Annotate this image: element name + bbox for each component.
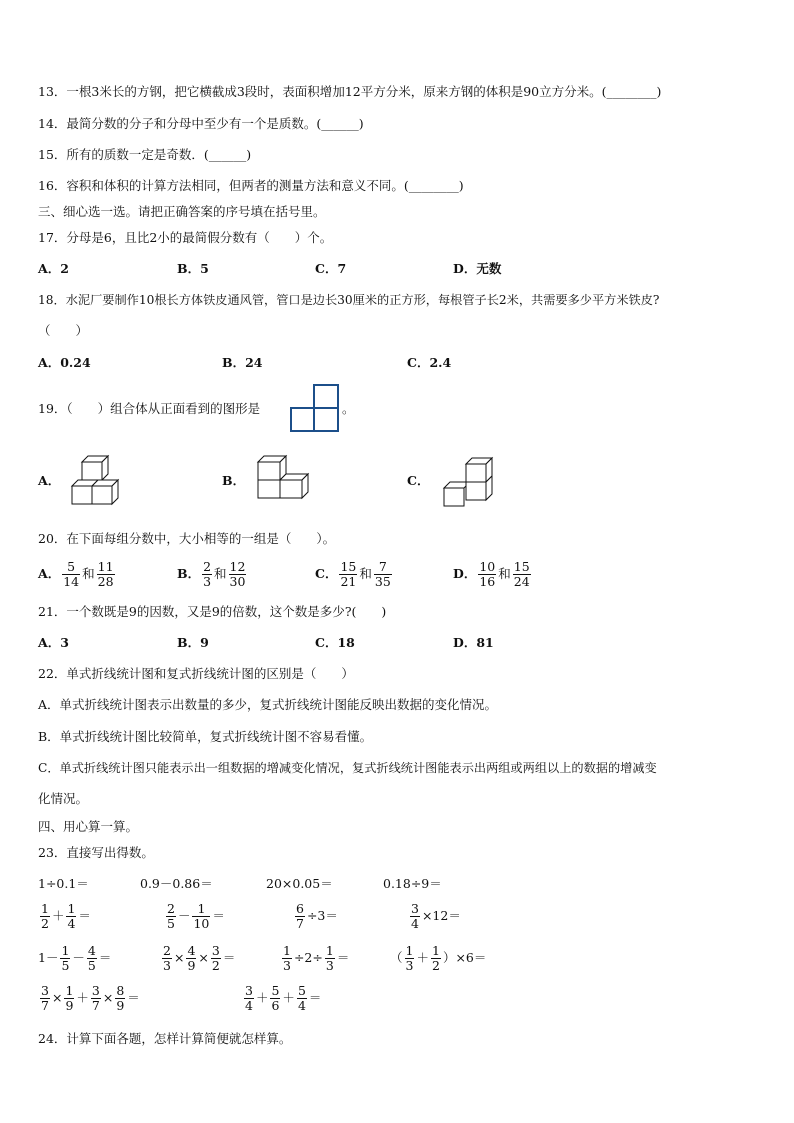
- calc-13: $\frac{3}{7}$ × $\frac{1}{9}$ ＋ $\frac{3}{7}$ × $\frac{8}{9}$ ＝: [41, 983, 140, 1013]
- q21-option-b[interactable]: B．9: [177, 635, 209, 650]
- calc-5: $\frac{1}{2}$ ＋ $\frac{1}{4}$ ＝: [41, 901, 91, 931]
- q18-option-c[interactable]: C．2.4: [407, 355, 452, 370]
- q18-answer-paren: （ ）: [38, 323, 89, 338]
- calc-3: 20×0.05＝: [266, 876, 333, 891]
- section-4-heading: 四、用心算一算。: [38, 819, 139, 834]
- q19-option-b[interactable]: B．: [222, 473, 246, 488]
- calc-8: $\frac{3}{4}$ ×12＝: [411, 901, 461, 931]
- question-24: 24．计算下面各题，怎样计算简便就怎样算。: [38, 1031, 292, 1046]
- calc-12: （ $\frac{1}{3}$ ＋ $\frac{1}{2}$ ）×6＝: [390, 943, 487, 973]
- question-14: 14．最简分数的分子和分母中至少有一个是质数。(______): [38, 116, 364, 131]
- fraction: $\frac{5}{14}$: [63, 559, 80, 589]
- question-19: 19．（ ）组合体从正面看到的图形是: [38, 401, 261, 416]
- calc-11: $\frac{1}{3}$ ÷2÷ $\frac{1}{3}$ ＝: [283, 943, 350, 973]
- calc-7: $\frac{6}{7}$ ÷3＝: [296, 901, 338, 931]
- q19-period: 。: [342, 401, 355, 416]
- q17-option-d[interactable]: D．无数: [453, 261, 502, 276]
- q19-option-b-cubes-figure: [256, 452, 322, 508]
- q17-option-b[interactable]: B．5: [177, 261, 209, 276]
- question-13: 13．一根3米长的方钢，把它横截成3段时，表面积增加12平方分米，原来方钢的体积是90立方分米。(________): [38, 84, 662, 99]
- fraction: $\frac{10}{16}$: [479, 559, 496, 589]
- q20-option-b[interactable]: B． $\frac{2}{3}$ 和 $\frac{12}{30}$: [177, 559, 246, 589]
- q19-option-c-cubes-figure: [438, 452, 498, 510]
- fraction: $\frac{15}{21}$: [340, 559, 357, 589]
- calc-4: 0.18÷9＝: [383, 876, 442, 891]
- q21-option-a[interactable]: A．3: [38, 635, 69, 650]
- q17-option-a[interactable]: A．2: [38, 261, 69, 276]
- question-18: 18．水泥厂要制作10根长方体铁皮通风管，管口是边长30厘米的正方形，每根管子长2米，共需要多少平方米铁皮?: [38, 293, 660, 307]
- front-view-figure: [290, 384, 340, 432]
- calc-14: $\frac{3}{4}$ ＋ $\frac{5}{6}$ ＋ $\frac{5}{4}$ ＝: [245, 983, 322, 1013]
- q20-option-d[interactable]: D． $\frac{10}{16}$ 和 $\frac{15}{24}$: [453, 559, 530, 589]
- q19-option-a-cubes-figure: [70, 452, 130, 508]
- question-17: 17．分母是6，且比2小的最简假分数有（ ）个。: [38, 230, 333, 245]
- fraction: $\frac{11}{28}$: [97, 559, 114, 589]
- question-15: 15．所有的质数一定是奇数．(______): [38, 147, 252, 162]
- q18-option-a[interactable]: A．0.24: [38, 355, 91, 370]
- q22-option-b[interactable]: B．单式折线统计图比较简单，复式折线统计图不容易看懂。: [38, 729, 373, 744]
- fraction: $\frac{15}{24}$: [513, 559, 530, 589]
- calc-1: 1÷0.1＝: [38, 876, 89, 891]
- q22-option-a[interactable]: A．单式折线统计图表示出数量的多少，复式折线统计图能反映出数据的变化情况。: [38, 697, 498, 712]
- fraction: $\frac{2}{3}$: [203, 559, 212, 589]
- calc-6: $\frac{2}{5}$ － $\frac{1}{10}$ ＝: [167, 901, 225, 931]
- q19-option-a[interactable]: A．: [38, 473, 61, 488]
- q19-option-c[interactable]: C．: [407, 473, 430, 488]
- calc-9: 1－ $\frac{1}{5}$ － $\frac{4}{5}$ ＝: [38, 943, 112, 973]
- fraction: $\frac{12}{30}$: [229, 559, 246, 589]
- q21-option-d[interactable]: D．81: [453, 635, 494, 650]
- calc-2: 0.9－0.86＝: [140, 876, 213, 891]
- question-23: 23．直接写出得数。: [38, 845, 154, 860]
- fraction: $\frac{7}{35}$: [374, 559, 391, 589]
- question-22: 22．单式折线统计图和复式折线统计图的区别是（ ）: [38, 666, 354, 681]
- calc-10: $\frac{2}{3}$ × $\frac{4}{9}$ × $\frac{3}{2}$ ＝: [163, 943, 236, 973]
- q20-option-c[interactable]: C． $\frac{15}{21}$ 和 $\frac{7}{35}$: [315, 559, 391, 589]
- section-3-heading: 三、细心选一选。请把正确答案的序号填在括号里。: [38, 204, 326, 219]
- q22-option-c-continued: 化情况。: [38, 791, 89, 806]
- q17-option-c[interactable]: C．7: [315, 261, 347, 276]
- q21-option-c[interactable]: C．18: [315, 635, 355, 650]
- q22-option-c[interactable]: C．单式折线统计图只能表示出一组数据的增减变化情况，复式折线统计图能表示出两组或两组以上的数据的增减变: [38, 761, 657, 775]
- question-20: 20．在下面每组分数中，大小相等的一组是（ ）。: [38, 531, 336, 546]
- question-21: 21．一个数既是9的因数，又是9的倍数，这个数是多少?( ): [38, 604, 387, 619]
- q20-option-a[interactable]: A． $\frac{5}{14}$ 和 $\frac{11}{28}$: [38, 559, 114, 589]
- q18-option-b[interactable]: B．24: [222, 355, 263, 370]
- question-16: 16．容积和体积的计算方法相同，但两者的测量方法和意义不同。(________): [38, 178, 464, 193]
